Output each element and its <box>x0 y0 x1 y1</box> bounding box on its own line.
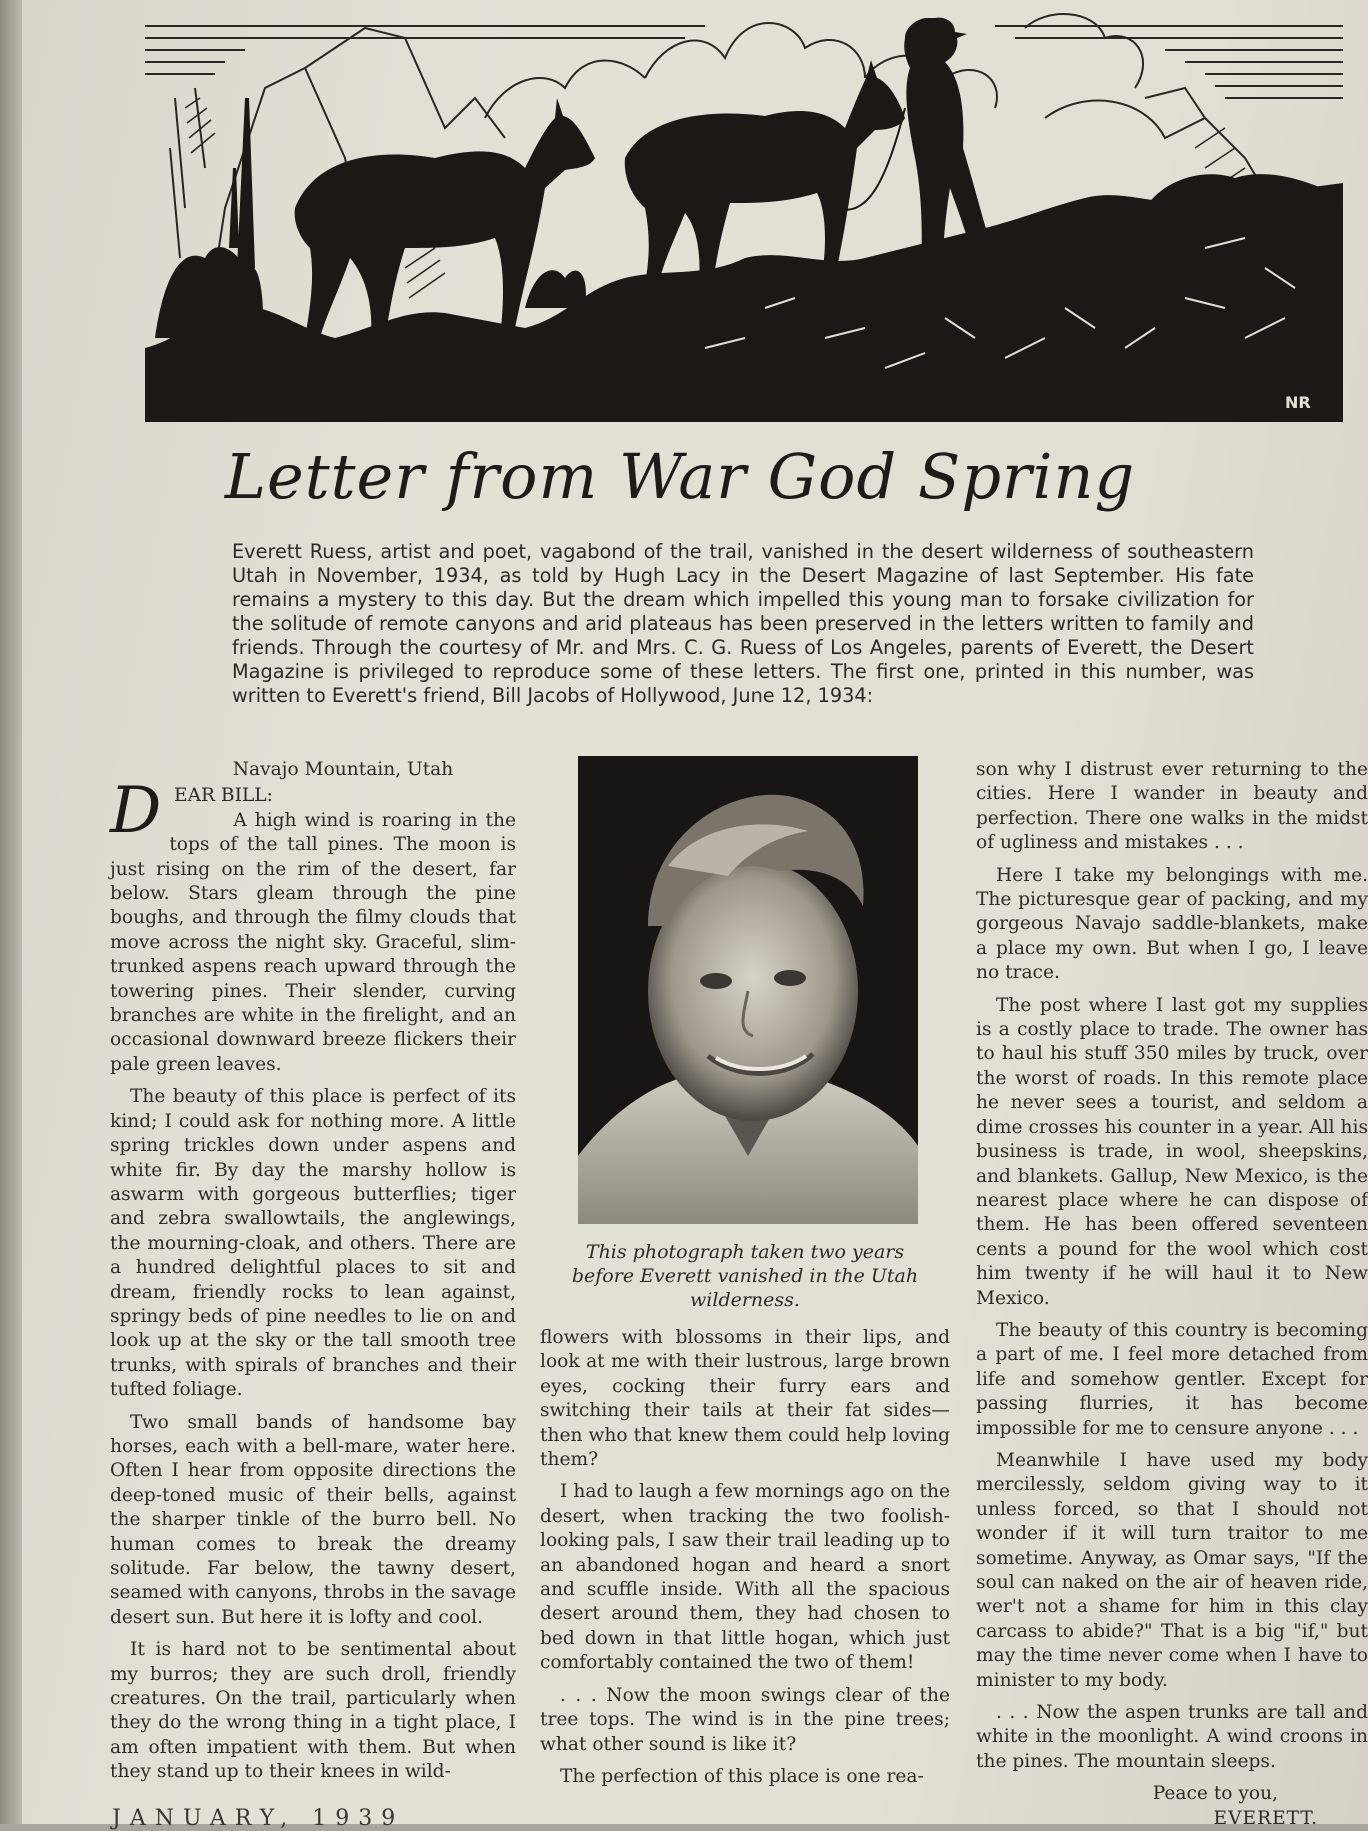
page-footer: JANUARY, 1939 <box>112 1806 405 1831</box>
header-illustration <box>145 8 1343 422</box>
letter-column-3 <box>976 758 1368 1831</box>
letter-paragraph: Meanwhile I have used my body mercilessly, seldom giving way to it unless forced, so that I should not wonder if it will turn traitor to me sometime. Anyway, as Omar says, "If the soul can naked on the air of heaven ride, wer't not a shame for him in this clay carcass to abide?" That is a big "if," but may the time never come when I have to minister to my body. <box>976 1449 1368 1691</box>
artist-signature: NR <box>1285 393 1311 412</box>
article-title: Letter from War God Spring <box>224 440 1136 513</box>
portrait-image <box>578 756 918 1224</box>
letter-closing: Peace to you, <box>1152 1783 1278 1805</box>
photo-caption: This photograph taken two years before Everett vanished in the Utah wilderness. <box>571 1241 919 1311</box>
letter-paragraph: A high wind is roaring in the tops of the tall pines. The moon is just rising on the rim of the desert, far below. Stars gleam through the pine boughs, and through the filmy clouds that move across the night sky. Graceful, slim-trunked aspens reach upward through the towering pines. Their slender, curving branches are white in the firelight, and an occasional downward breeze flickers their pale green leaves. <box>110 809 516 1075</box>
letter-paragraph: . . . Now the moon swings clear of the tree tops. The wind is in the pine trees; what other sound is like it? <box>540 1684 950 1755</box>
letter-paragraph: son why I distrust ever returning to the cities. Here I wander in beauty and perfection. There one walks in the midst of ugliness and mistakes . . . <box>976 759 1368 854</box>
letter-column-1 <box>110 758 516 1793</box>
letter-paragraph: Two small bands of handsome bay horses, each with a bell-mare, water here. Often I hear from opposite directions the deep-toned music of their bells, against the sharper tinkle of the burro bell. No human comes to break the dreamy solitude. Far below, the tawny desert, seamed with canyons, throbs in the savage desert sun. But here it is lofty and cool. <box>110 1411 517 1628</box>
letter-salutation: EAR BILL: <box>174 785 273 807</box>
letter-paragraph: It is hard not to be sentimental about my burros; they are such droll, friendly creatures. On the trail, particularly when they do the wrong thing in a tight place, I am often impatient with them. But when they stand up to their knees in wild- <box>110 1639 516 1783</box>
article-intro: Everett Ruess, artist and poet, vagabond of the trail, vanished in the desert wilderness of southeastern Utah in November, 1934, as told by Hugh Lacy in the Desert Magazine of last September. His fate remains a mystery to this day. But the dream which impelled this young man to forsake civilization for the solitude of remote canyons and arid plateaus has been preserved in the letters written to family and friends. Through the courtesy of Mr. and Mrs. C. G. Ruess of Los Angeles, parents of Everett, the Desert Magazine is privileged to reproduce some of these letters. The first one, printed in this number, was written to Everett's friend, Bill Jacobs of Hollywood, June 12, 1934: <box>232 540 1254 707</box>
letter-paragraph: I had to laugh a few mornings ago on the desert, when tracking the two foolish-looking pals, I saw their trail leading up to an abandoned hogan and heard a snort and scuffle inside. With all the spacious desert around them, they had chosen to bed down in that little hogan, which just comfortably contained the two of them! <box>540 1481 950 1674</box>
letter-paragraph: flowers with blossoms in their lips, and look at me with their lustrous, large brown eyes, cocking their furry ears and switching their tails at their fat sides—then who that knew them could help loving them? <box>540 1327 950 1471</box>
letter-paragraph: The post where I last got my supplies is a costly place to trade. The owner has to haul his stuff 350 miles by truck, over the worst of roads. In this remote place he never sees a tourist, and seldom a dime crosses his counter in a year. All his business is trade, in wool, sheepskins, and blankets. Gallup, New Mexico, is the nearest place where he can dispose of them. He has been offered seventeen cents a pound for the wool which cost him twenty if he will haul it to New Mexico. <box>976 994 1368 1309</box>
letter-place: Navajo Mountain, Utah <box>232 759 454 780</box>
letter-signature: EVERETT. <box>1213 1807 1318 1829</box>
letter-paragraph: Here I take my belongings with me. The picturesque gear of packing, and my gorgeous Navajo saddle-blankets, make a place my own. But when I go, I leave no trace. <box>976 864 1368 984</box>
portrait-photo <box>578 756 918 1224</box>
drop-cap: D <box>110 774 162 849</box>
letter-paragraph: The beauty of this country is becoming a part of me. I feel more detached from life and somehow gentler. Except for passing flurries, it has become impossible for me to censure anyone . . . <box>976 1319 1368 1439</box>
letter-paragraph: The perfection of this place is one rea- <box>560 1765 924 1787</box>
letter-paragraph: The beauty of this place is perfect of its kind; I could ask for nothing more. A little spring trickles down under aspens and white fir. By day the marshy hollow is aswarm with gorgeous butterflies; tiger and zebra swallowtails, the anglewings, the mourning-cloak, and others. There are a hundred delightful places to sit and dream, friendly rocks to lean against, springy beds of pine needles to lie on and look up at the sky or the tall smooth tree trunks, with spirals of branches and their tufted foliage. <box>110 1086 516 1401</box>
letter-paragraph: . . . Now the aspen trunks are tall and white in the moonlight. A wind croons in the pines. The mountain sleeps. <box>976 1702 1368 1772</box>
binding-spine <box>0 0 22 1824</box>
letter-column-2 <box>540 1326 950 1797</box>
